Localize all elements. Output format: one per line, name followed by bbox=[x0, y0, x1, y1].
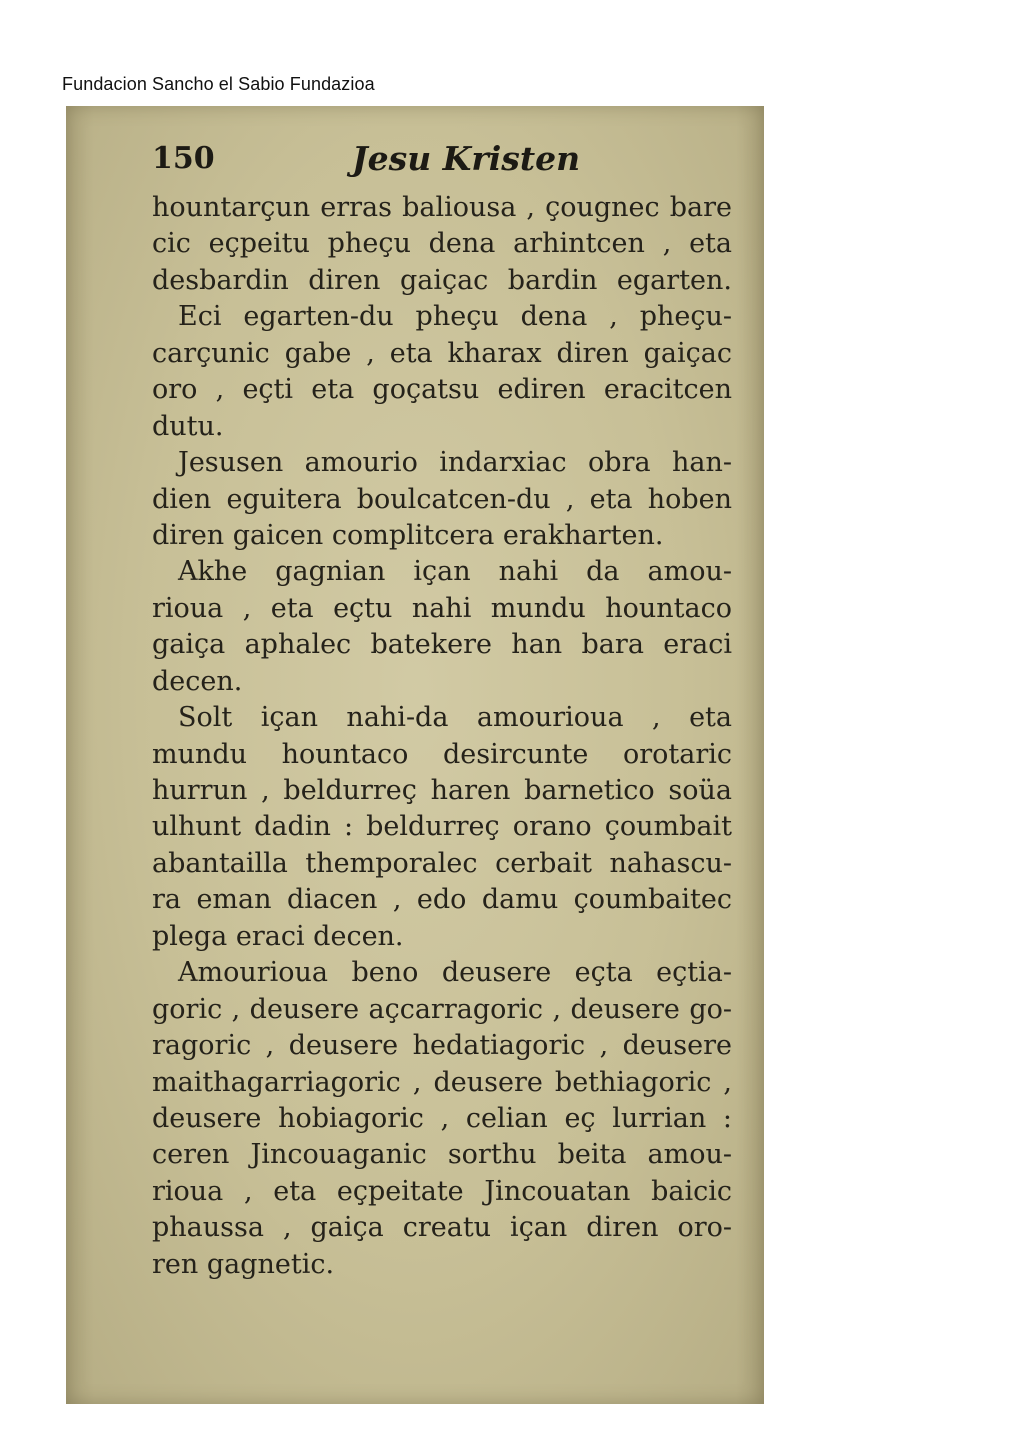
text-line: hurrun , beldurreç haren barnetico soüa bbox=[152, 775, 732, 806]
source-header: Fundacion Sancho el Sabio Fundazioa bbox=[62, 74, 375, 94]
text-line: cic eçpeitu pheçu dena arhintcen , eta bbox=[152, 228, 732, 260]
text-line: hountarçun erras baliousa , çougnec bare bbox=[152, 192, 732, 223]
text-line: oro , eçti eta goçatsu ediren eracitcen bbox=[152, 374, 732, 406]
text-line: Jesusen amourio indarxiac obra han- bbox=[178, 447, 732, 479]
text-line: gaiça aphalec batekere han bara eraci bbox=[152, 629, 732, 661]
text-line: ren gagnetic. bbox=[152, 1248, 335, 1280]
text-line: ra eman diacen , edo damu çoumbaitec bbox=[152, 884, 732, 916]
scanned-book-page bbox=[66, 106, 764, 1404]
text-line: dien eguitera boulcatcen-du , eta hoben bbox=[152, 483, 732, 515]
text-line: diren gaicen complitcera erakharten. bbox=[152, 519, 664, 551]
text-line: rioua , eta eçtu nahi mundu hountaco bbox=[152, 592, 732, 624]
running-title: Jesu Kristen bbox=[352, 139, 581, 178]
page-head bbox=[152, 139, 732, 189]
text-line: decen. bbox=[152, 665, 243, 697]
text-line: carçunic gabe , eta kharax diren gaiçac bbox=[152, 337, 732, 369]
text-line: dutu. bbox=[152, 410, 224, 442]
text-line: mundu hountaco desircunte orotaric bbox=[152, 738, 732, 770]
text-line: plega eraci decen. bbox=[152, 920, 404, 952]
text-line: deusere hobiagoric , celian eç lurrian : bbox=[152, 1102, 732, 1134]
text-line: rioua , eta eçpeitate Jincouatan baicic bbox=[152, 1175, 732, 1207]
text-line: desbardin diren gaiçac bardin egarten. bbox=[152, 264, 732, 296]
page-number: 150 bbox=[152, 141, 215, 176]
text-line: Amourioua beno deusere eçta eçtia- bbox=[178, 957, 732, 989]
text-line: Solt içan nahi-da amourioua , eta bbox=[178, 702, 732, 734]
text-line: ragoric , deusere hedatiagoric , deusere bbox=[152, 1030, 732, 1062]
text-line: goric , deusere açcarragoric , deusere go- bbox=[152, 993, 732, 1025]
text-line: Eci egarten-du pheçu dena , pheçu- bbox=[178, 301, 732, 333]
text-line: ulhunt dadin : beldurreç orano çoumbait bbox=[152, 811, 732, 843]
text-line: phaussa , gaiça creatu içan diren oro- bbox=[152, 1212, 732, 1244]
text-line: Akhe gagnian içan nahi da amou- bbox=[178, 556, 732, 588]
body-text bbox=[152, 190, 732, 1283]
text-line: ceren Jincouaganic sorthu beita amou- bbox=[152, 1139, 732, 1171]
text-line: abantailla themporalec cerbait nahascu- bbox=[152, 847, 732, 879]
text-line: maithagarriagoric , deusere bethiagoric , bbox=[152, 1066, 732, 1098]
